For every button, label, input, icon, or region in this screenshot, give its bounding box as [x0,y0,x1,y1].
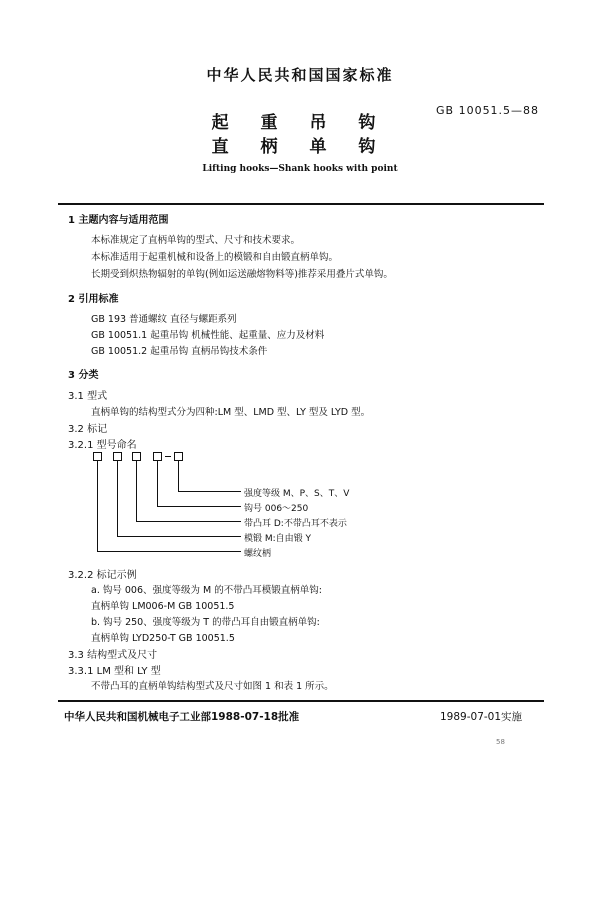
leader-line [117,461,118,537]
standard-code: GB 10051.5—88 [436,104,540,117]
section-1-para: 本标准规定了直柄单钩的型式、尺寸和技术要求。 [91,235,301,246]
section-3-3-heading: 3.3 结构型式及尺寸 [68,650,158,661]
section-1-para: 长期受到炽热物辐射的单钩(例如运送融熔物料等)推荐采用叠片式单钩。 [91,269,393,280]
code-box [93,452,102,461]
code-dash [165,456,171,457]
header-divider [58,203,544,205]
section-3-3-1-text: 不带凸耳的直柄单钩结构型式及尺寸如图 1 和表 1 所示。 [91,681,334,692]
section-3-1-heading: 3.1 型式 [68,391,108,402]
reference-item: GB 193 普通螺纹 直径与螺距系列 [91,314,237,325]
example-b-marking: 直柄单钩 LYD250-T GB 10051.5 [91,633,235,644]
code-box [132,452,141,461]
leader-line [157,506,241,507]
section-3-2-heading: 3.2 标记 [68,424,108,435]
document-title-english: Lifting hooks—Shank hooks with point [202,164,398,174]
page-number: 58 [496,738,505,746]
section-1-para: 本标准适用于起重机械和设备上的模锻和自由锻直柄单钩。 [91,252,339,263]
section-2-heading: 2 引用标准 [68,294,119,305]
leader-line [117,536,241,537]
diagram-label-shank: 螺纹柄 [244,549,272,559]
effective-date: 1989-07-01实施 [440,711,523,723]
diagram-label-hook-number: 钩号 006～250 [244,504,309,514]
section-3-heading: 3 分类 [68,370,99,381]
code-box [113,452,122,461]
diagram-label-forging: 模锻 M:自由锻 Y [244,534,312,544]
leader-line [97,461,98,552]
example-a-description: a. 钩号 006、强度等级为 M 的不带凸耳模锻直柄单钩: [91,585,322,596]
leader-line [136,461,137,522]
code-box [174,452,183,461]
code-box [153,452,162,461]
reference-item: GB 10051.1 起重吊钩 机械性能、起重量、应力及材料 [91,330,325,341]
example-a-marking: 直柄单钩 LM006-M GB 10051.5 [91,601,235,612]
leader-line [178,461,179,492]
leader-line [97,551,241,552]
approval-statement: 中华人民共和国机械电子工业部1988-07-18批准 [64,711,300,723]
leader-line [178,491,241,492]
reference-item: GB 10051.2 起重吊钩 直柄吊钩技术条件 [91,346,268,357]
leader-line [136,521,241,522]
section-3-3-1-heading: 3.3.1 LM 型和 LY 型 [68,666,161,677]
section-3-2-1-heading: 3.2.1 型号命名 [68,440,137,451]
section-1-heading: 1 主题内容与适用范围 [68,215,169,226]
diagram-label-strength: 强度等级 M、P、S、T、V [244,489,350,499]
diagram-label-lug: 带凸耳 D:不带凸耳不表示 [244,519,347,529]
footer-divider [58,700,544,702]
document-title-line2: 直 柄 单 钩 [211,137,389,157]
document-title-line1: 起 重 吊 钩 [211,113,389,133]
example-b-description: b. 钩号 250、强度等级为 T 的带凸耳自由锻直柄单钩: [91,617,320,628]
standard-category-title: 中华人民共和国国家标准 [206,66,394,84]
section-3-2-2-heading: 3.2.2 标记示例 [68,570,137,581]
section-3-1-text: 直柄单钩的结构型式分为四种:LM 型、LMD 型、LY 型及 LYD 型。 [91,407,371,418]
leader-line [157,461,158,507]
